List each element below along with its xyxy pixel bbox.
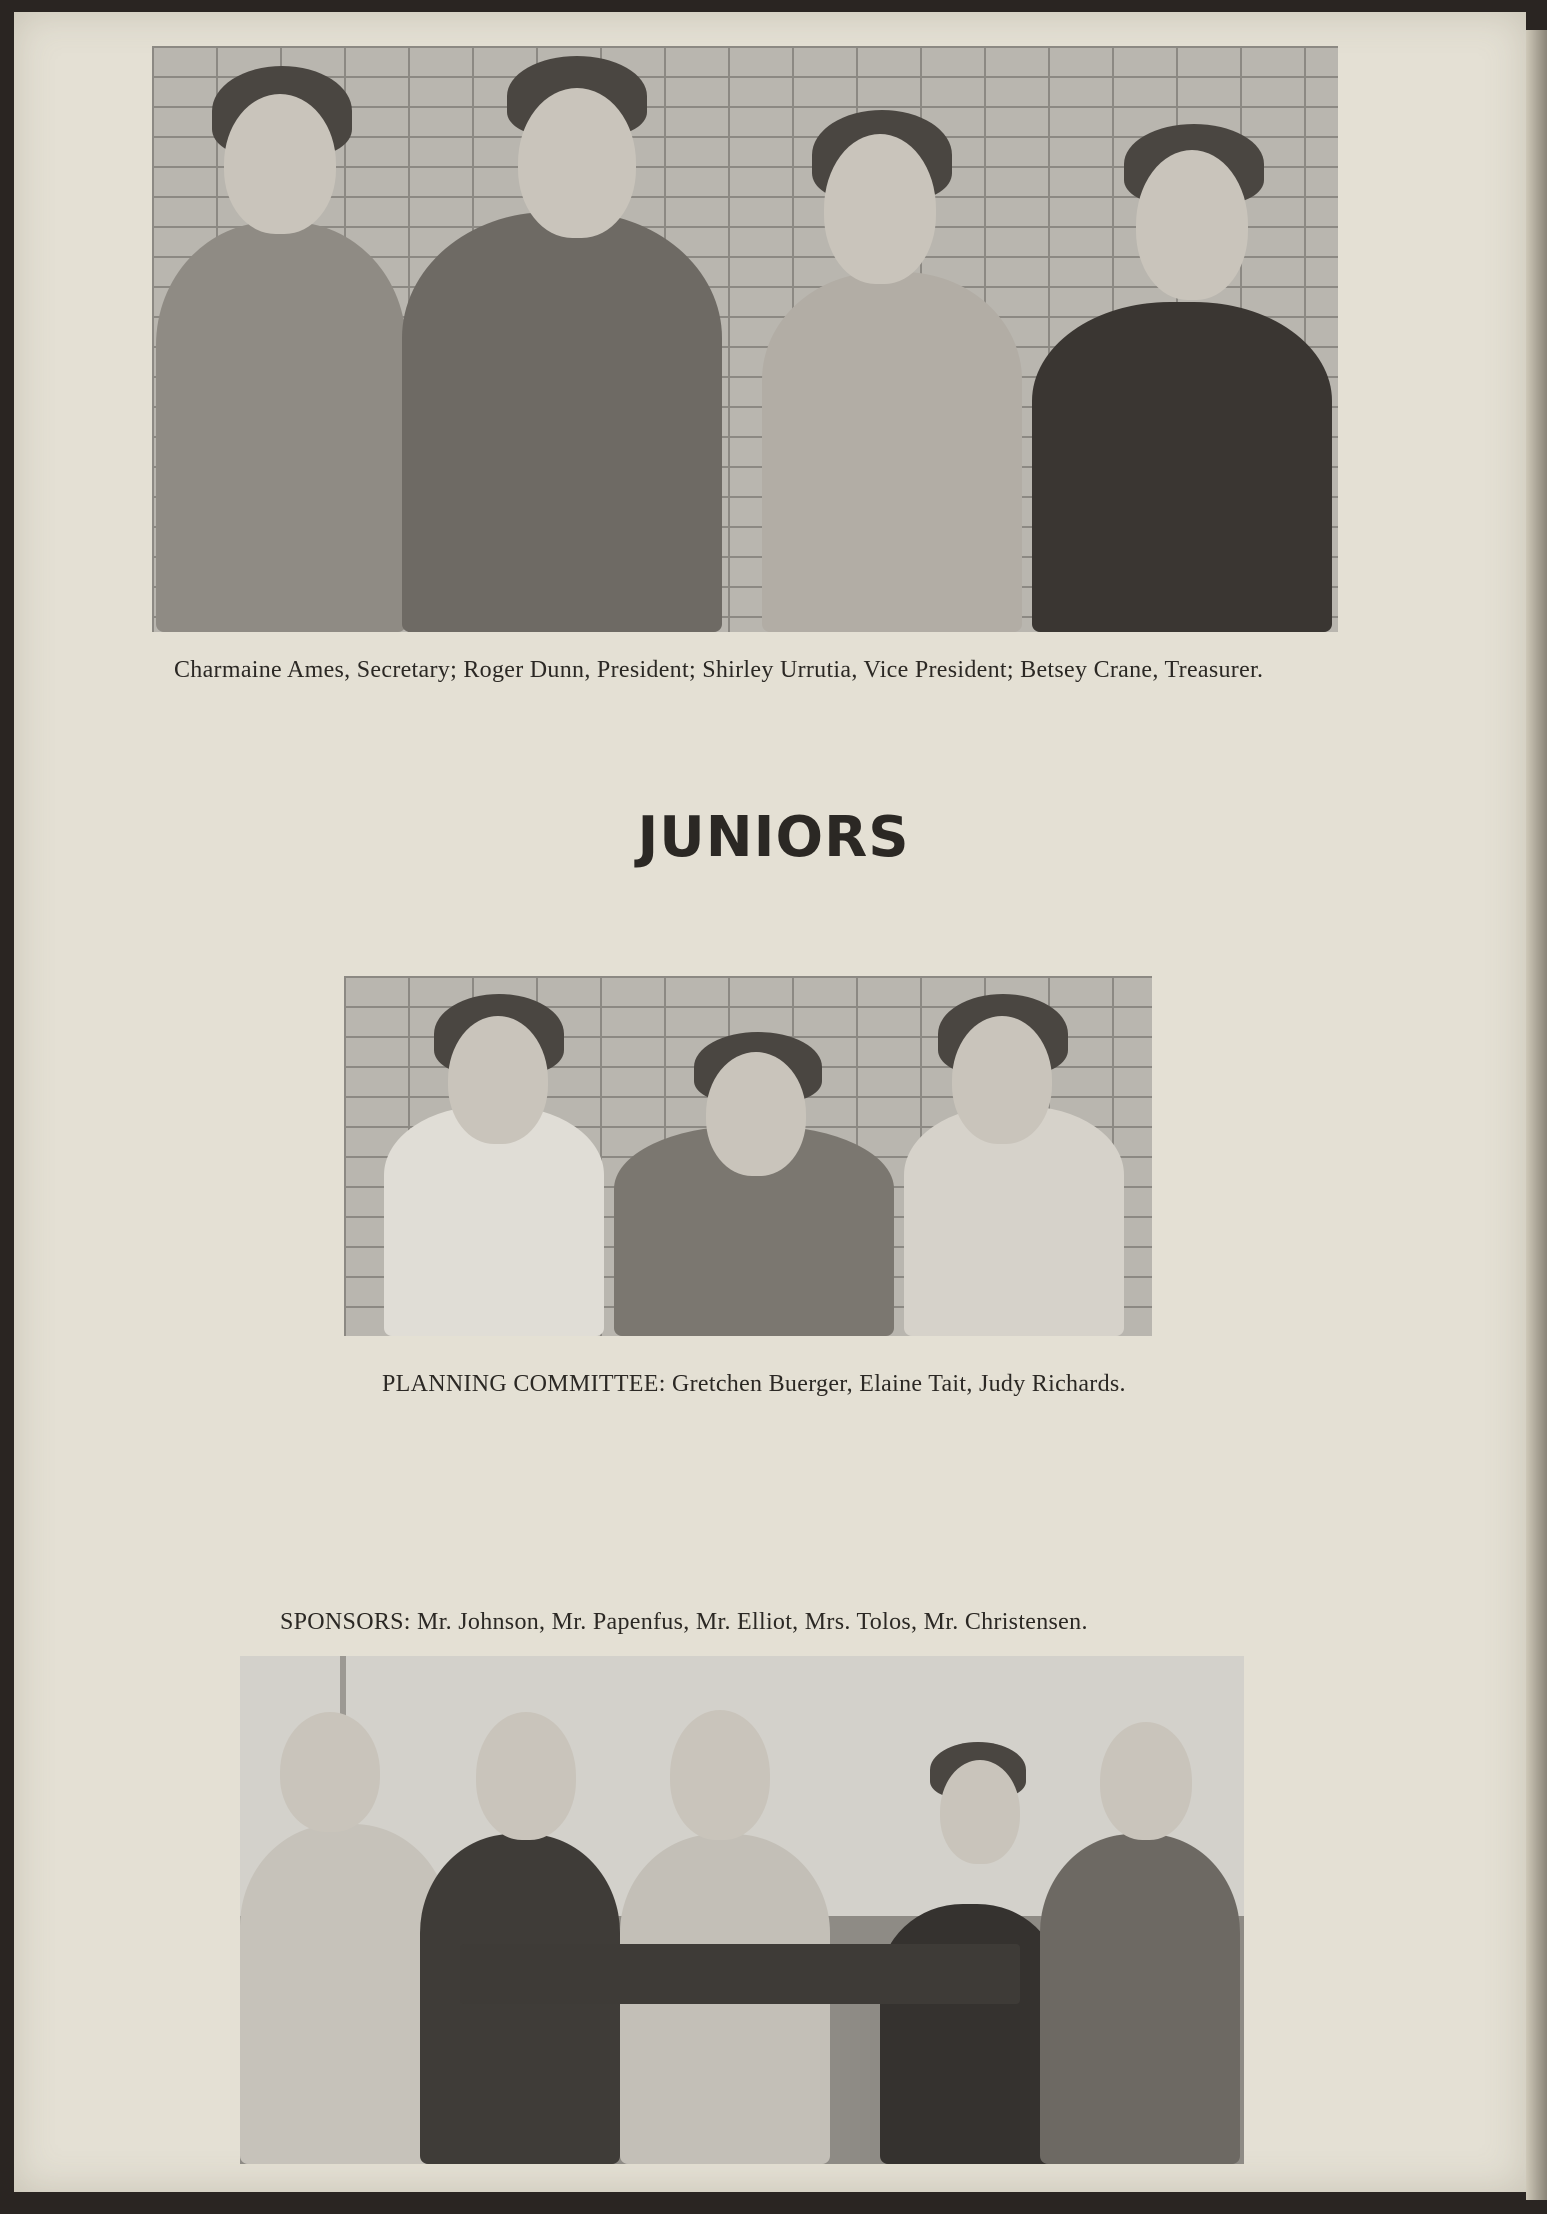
- officers-caption: Charmaine Ames, Secretary; Roger Dunn, President; Shirley Urrutia, Vice President; Betsey Crane, Treasurer.: [174, 657, 1264, 683]
- sponsors-caption: SPONSORS: Mr. Johnson, Mr. Papenfus, Mr. Elliot, Mrs. Tolos, Mr. Christensen.: [280, 1609, 1088, 1635]
- book-edge: [1526, 30, 1547, 2200]
- officers-photo: [152, 46, 1338, 632]
- committee-photo: [344, 976, 1152, 1336]
- committee-caption: PLANNING COMMITTEE: Gretchen Buerger, Elaine Tait, Judy Richards.: [382, 1371, 1126, 1397]
- section-heading: JUNIORS: [637, 805, 910, 870]
- sponsors-photo: [240, 1656, 1244, 2164]
